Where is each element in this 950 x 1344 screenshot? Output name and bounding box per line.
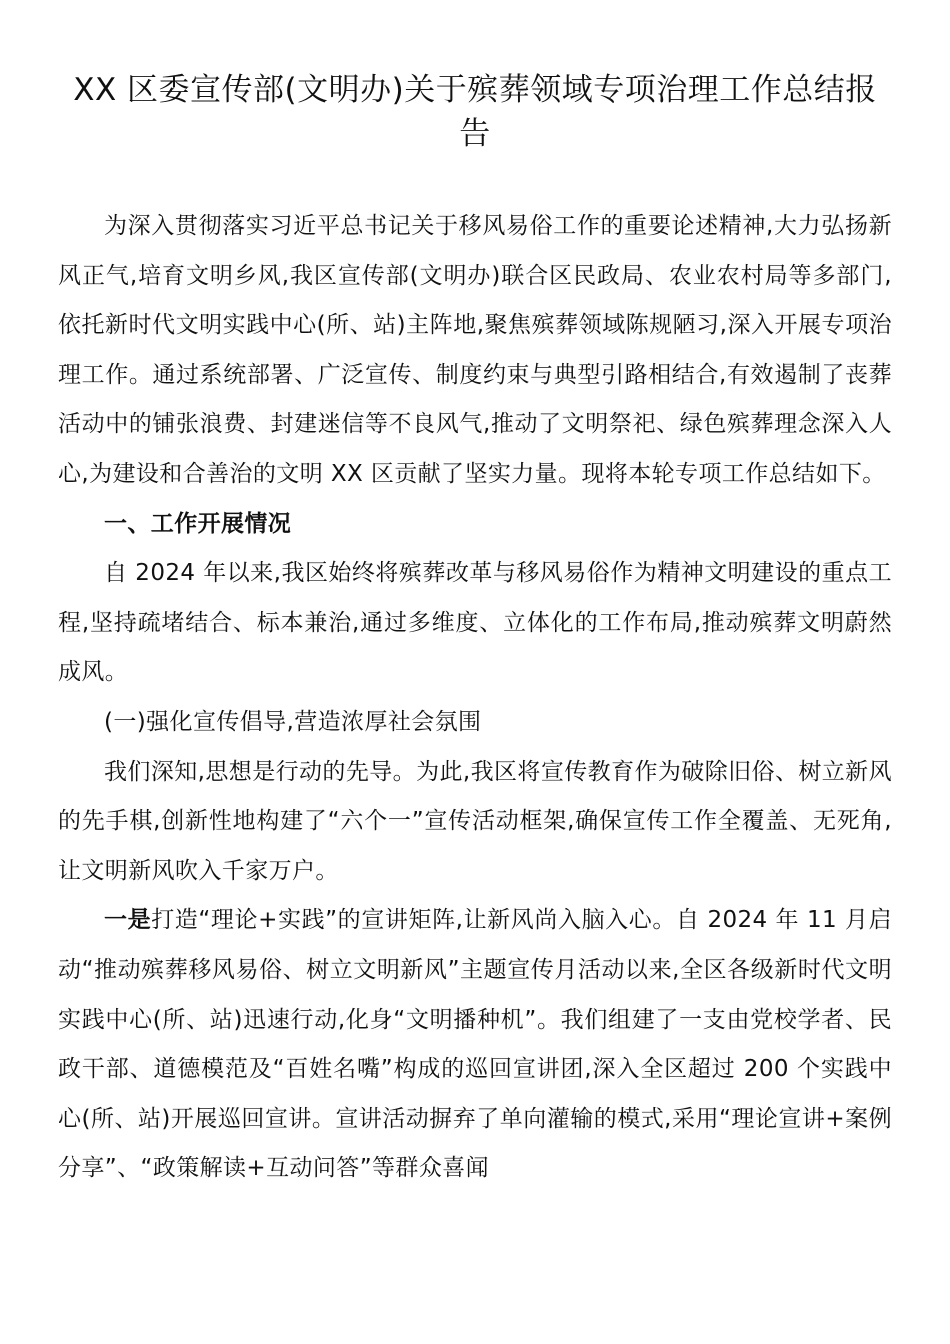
document-body (58, 202, 892, 1194)
intro-paragraph: 为深入贯彻落实习近平总书记关于移风易俗工作的重要论述精神,大力弘扬新风正气,培育文明乡风,我区宣传部(文明办)联合区民政局、农业农村局等多部门,依托新时代文明实践中心(所、站)主阵地,聚焦殡葬领域陈规陋习,深入开展专项治理工作。通过系统部署、广泛宣传、制度约束与典型引路相结合,有效遏制了丧葬活动中的铺张浪费、封建迷信等不良风气,推动了文明祭祀、绿色殡葬理念深入人心,为建设和合善治的文明 XX 区贡献了坚实力量。现将本轮专项工作总结如下。 (58, 213, 892, 487)
subsection-heading-1: (一)强化宣传倡导,营造浓厚社会氛围 (104, 708, 482, 735)
document-title: XX 区委宣传部(文明办)关于殡葬领域专项治理工作总结报告 (73, 72, 877, 152)
point-1-text: 打造“理论+实践”的宣讲矩阵,让新风尚入脑入心。自 2024 年 11 月启动“推动殡葬移风易俗、树立文明新风”主题宣传月活动以来,全区各级新时代文明实践中心(所、站)迅速行动,化身“文明播种机”。我们组建了一支由党校学者、民政干部、道德模范及“百姓名嘴”构成的巡回宣讲团,深入全区超过 200 个实践中心(所、站)开展巡回宣讲。宣讲活动摒弃了单向灌输的模式,采用“理论宣讲+案例分享”、“政策解读+互动问答”等群众喜闻 (58, 907, 892, 1182)
section-1-paragraph: 自 2024 年以来,我区始终将殡葬改革与移风易俗作为精神文明建设的重点工程,坚持疏堵结合、标本兼治,通过多维度、立体化的工作布局,推动殡葬文明蔚然成风。 (58, 560, 892, 686)
subsection-1-paragraph: 我们深知,思想是行动的先导。为此,我区将宣传教育作为破除旧俗、树立新风的先手棋,创新性地构建了“六个一”宣传活动框架,确保宣传工作全覆盖、无死角,让文明新风吹入千家万户。 (58, 758, 892, 884)
point-1-lead: 一是 (104, 907, 152, 934)
section-heading-1: 一、工作开展情况 (104, 510, 292, 537)
point-1-paragraph (58, 896, 892, 1194)
